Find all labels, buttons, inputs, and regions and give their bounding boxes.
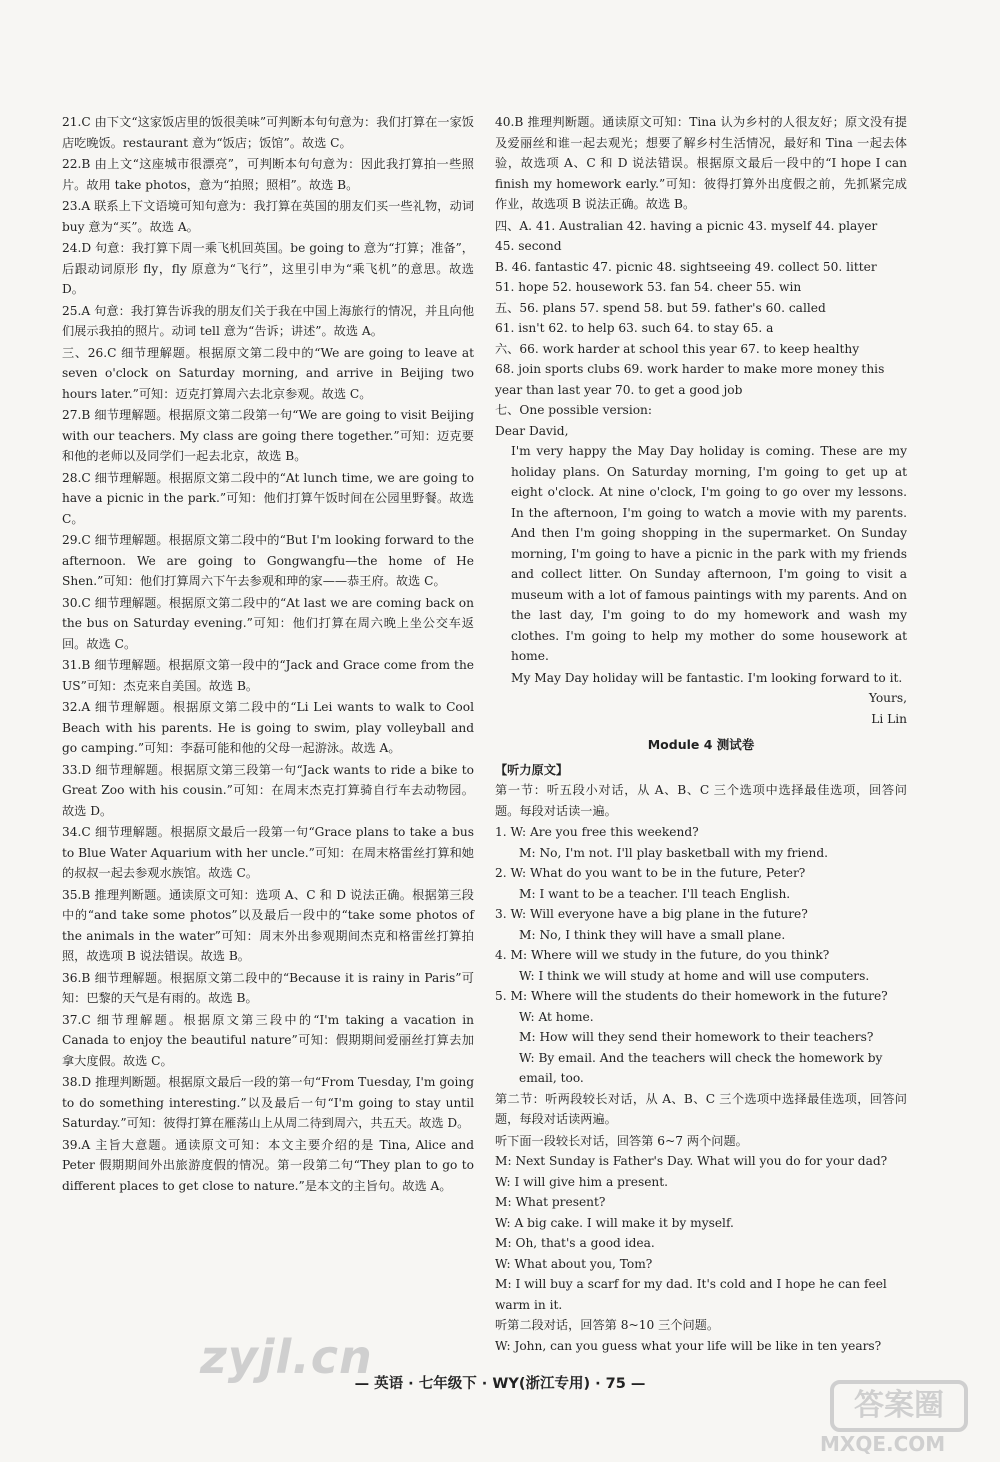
dialogue-line: M: What present? <box>495 1195 606 1209</box>
answer-explanation: 细节理解题。根据原文第二段中的“But I'm looking forward to the afternoon. We are going to Gongwangfu—the home of He Shen.”可知：他们打算周六下午去参观和珅的家——恭王府。故选 C。 <box>62 533 474 588</box>
answer-item <box>62 593 474 655</box>
answer-line: 七、One possible version: <box>495 403 653 417</box>
listening-part2: 第二节：听两段较长对话，从 A、B、C 三个选项中选择最佳选项，回答问题，每段对话读两遍。 <box>495 1091 907 1126</box>
answer-number: 38.D <box>62 1075 92 1089</box>
dialogue-line: M: Oh, that's a good idea. <box>495 1236 655 1250</box>
answer-item <box>62 760 474 822</box>
answer-number: 21.C <box>62 115 91 129</box>
answer-explanation: 细节理解题。根据原文第二段中的“Li Lei wants to walk to Cool Beach with his parents. He is going to swim, play volleyball and go camping.”可知：李磊可能和他的父母一起游泳。故选 A。 <box>62 700 475 755</box>
page-footer: — 英语 · 七年级下 · WY(浙江专用) · 75 — <box>354 1376 646 1392</box>
dialogue-line: W: I will give him a present. <box>495 1174 669 1189</box>
answer-line: 51. hope 52. housework 53. fan 54. cheer 55. win <box>495 280 802 294</box>
answer-explanation: 细节理解题。根据原文第三段第一句“Jack wants to ride a bike to Great Zoo with his cousin.”可知：在周末杰克打算骑自行车去动物园。故选 D。 <box>62 762 475 818</box>
right-column <box>495 112 907 1356</box>
answer-explanation: 句意：我打算告诉我的朋友们关于我在中国上海旅行的情况，并且向他们展示我拍的照片。动词 tell 意为“告诉；讲述”。故选 A。 <box>62 303 475 338</box>
answer-number: 25.A <box>62 303 91 318</box>
second-long-instruction: 听第二段对话，回答第 8~10 三个问题。 <box>495 1318 720 1332</box>
answer-explanation: 细节理解题。根据原文第一段中的“Jack and Grace come from the US”可知：杰克来自美国。故选 B。 <box>62 658 475 693</box>
watermark-zyjl: zyjl.cn <box>200 1330 373 1384</box>
dialogue-line: M: How will they send their homework to their teachers? <box>519 1030 874 1044</box>
dialogue-line: 4. M: Where will we study in the future, do you think? <box>495 948 830 962</box>
answer-item <box>62 530 474 592</box>
answer-explanation: 细节理解题。根据原文第二段中的“At last we are coming back on the bus on Saturday evening.”可知：他们打算在周六晚上坐公交车返回。故选 C。 <box>62 595 474 651</box>
answer-item <box>62 196 474 237</box>
answer-item <box>62 343 474 405</box>
answer-item <box>62 238 474 300</box>
answer-item <box>62 968 474 1009</box>
answer-number: 30.C <box>62 595 91 610</box>
answer-number: 37.C <box>62 1012 91 1027</box>
answer-explanation: 联系上下文语境可知句意为：我打算在英国的朋友们买一些礼物，动词 buy 意为“买”。故选 A。 <box>62 199 475 234</box>
letter <box>495 421 907 730</box>
answer-explanation: 推理判断题。根据原文最后一段的第一句“From Tuesday, I'm going to do something interesting.”以及最后一句“I'm going to stay until Saturday.”可知：彼得打算在雁荡山上从周二待到周六，共五天。故选 D。 <box>62 1075 475 1130</box>
answer-number: 29.C <box>62 533 91 547</box>
dialogue-line: 5. M: Where will the students do their homework in the future? <box>495 989 888 1003</box>
listening-label: 【听力原文】 <box>495 762 569 777</box>
letter-closing: My May Day holiday will be fantastic. I'm looking forward to it. <box>511 670 903 685</box>
answer-number: 39.A <box>62 1137 91 1152</box>
dialogue-line: M: I will buy a scarf for my dad. It's cold and I hope he can feel warm in it. <box>495 1277 887 1312</box>
answer-item <box>62 1010 474 1072</box>
watermark-url: MXQE.COM <box>820 1432 946 1456</box>
answer-explanation: 细节理解题。根据原文第二段中的“We are going to leave at seven o'clock on Saturday morning, and arrive in Beijing two hours later.”可知：迈克打算周六去北京参观。故选 C。 <box>62 345 474 401</box>
answer-explanation: 由下文“这家饭店里的饭很美味”可判断本句句意为：我们打算在一家饭店吃晚饭。restaurant 意为“饭店；饭馆”。故选 C。 <box>62 115 474 150</box>
answer-explanation: 细节理解题。根据原文第二段中的“At lunch time, we are going to have a picnic in the park.”可知：他们打算午饭时间在公园里野餐。故选 C。 <box>62 470 474 526</box>
answer-item <box>62 697 474 759</box>
dialogue-line: M: Next Sunday is Father's Day. What will you do for your dad? <box>495 1154 888 1168</box>
answer-line: 68. join sports clubs 69. work harder to make more money this <box>495 362 885 376</box>
answer-item <box>62 885 474 967</box>
answer-explanation: 推理判断题。通读原文可知：Tina 认为乡村的人很友好；原文没有提及爱丽丝和谁一起去观光；想要了解乡村生活情况，最好和 Tina 一起去体验，故选项 A、C 和 D 说法错误。根据原文最后一段中的“I hope I can finish my homework early.”可知：彼得打算外出度假之前，先抓紧完成作业，故选项 B 说法正确。故选 B。 <box>495 115 907 211</box>
answer-explanation: 细节理解题。根据原文第三段中的“I'm taking a vacation in Canada to enjoy the beautiful nature”可知：假期期间爱丽丝打算去加拿大度假。故选 C。 <box>62 1012 474 1068</box>
answer-line: 六、66. work harder at school this year 67. to keep healthy <box>495 341 860 356</box>
dialogue-line: M: No, I'm not. I'll play basketball with my friend. <box>519 845 828 860</box>
answer-number: 35.B <box>62 887 91 902</box>
answer-line: 五、56. plans 57. spend 58. but 59. father's 60. called <box>495 300 826 315</box>
answer-item <box>62 655 474 696</box>
module-title: Module 4 测试卷 <box>647 737 755 752</box>
answer-line: 61. isn't 62. to help 63. such 64. to stay 65. a <box>495 321 774 335</box>
answer-line: year than last year 70. to get a good job <box>495 382 743 397</box>
answer-line: B. 46. fantastic 47. picnic 48. sightseeing 49. collect 50. litter <box>495 259 877 274</box>
answer-explanation: 主旨大意题。通读原文可知：本文主要介绍的是 Tina, Alice and Peter 假期期间外出旅游度假的情况。第一段第二句“They plan to go to different places to get close to nature.”是本文的主旨句。故选 A。 <box>62 1137 475 1193</box>
dialogue-line: W: By email. And the teachers will check the homework by email, too. <box>519 1050 883 1085</box>
dialogue-line: 1. W: Are you free this weekend? <box>495 825 699 839</box>
answer-number: 24.D <box>62 241 92 255</box>
listening-part1: 第一节：听五段小对话，从 A、B、C 三个选项中选择最佳选项，回答问题。每段对话读一遍。 <box>495 783 907 818</box>
dialogue-line: W: At home. <box>519 1009 594 1024</box>
answer-item <box>62 301 474 342</box>
answer-number: 32.A <box>62 700 91 714</box>
watermark-logo: 答案圈 <box>830 1380 968 1432</box>
dialogue-line: M: I want to be a teacher. I'll teach English. <box>519 886 791 901</box>
answer-line: 45. second <box>495 239 562 253</box>
answer-item <box>62 1072 474 1134</box>
dialogue-line: W: What about you, Tom? <box>495 1256 653 1271</box>
answer-item <box>62 405 474 467</box>
left-column <box>62 112 474 1197</box>
answer-item <box>62 154 474 195</box>
answer-number: 22.B <box>62 157 91 171</box>
dialogue-line: W: A big cake. I will make it by myself. <box>495 1215 734 1230</box>
answer-explanation: 细节理解题。根据原文第二段中的“Because it is rainy in Paris”可知：巴黎的天气是有雨的。故选 B。 <box>62 970 474 1005</box>
answer-item <box>62 1135 474 1197</box>
dialogue-line: W: I think we will study at home and will use computers. <box>519 968 870 983</box>
answer-item <box>62 112 474 153</box>
answer-line: 四、A. 41. Australian 42. having a picnic 43. myself 44. player <box>495 218 878 233</box>
answer-number: 三、26.C <box>62 345 117 360</box>
answer-explanation: 由上文“这座城市很漂亮”，可判断本句句意为：因此我打算拍一些照片。故用 take photos，意为“拍照；照相”。故选 B。 <box>62 157 474 192</box>
answer-number: 23.A <box>62 199 91 213</box>
answer-explanation: 推理判断题。通读原文可知：选项 A、C 和 D 说法正确。根据第三段中的“and take some photos”以及最后一段中的“take some photos of the animals in the water”可知：周末外出参观期间杰克和格雷丝打算拍照，故选项 B 说法错误。故选 B。 <box>62 887 474 963</box>
answer-explanation: 细节理解题。根据原文第二段第一句“We are going to visit Beijing with our teachers. My class are going there together.”可知：迈克要和他的老师以及同学们一起去北京，故选 B。 <box>62 408 474 463</box>
dialogue-line: 2. W: What do you want to be in the future, Peter? <box>495 866 806 880</box>
answer-number: 27.B <box>62 408 91 422</box>
letter-yours: Yours, <box>868 691 907 705</box>
answer-explanation: 句意：我打算下周一乘飞机回英国。be going to 意为“打算；准备”，后跟动词原形 fly，fly 原意为“飞行”，这里引申为“乘飞机”的意思。故选 D。 <box>62 241 474 296</box>
letter-signature: Li Lin <box>871 711 907 726</box>
answer-number: 36.B <box>62 970 91 985</box>
dialogue-line: 3. W: Will everyone have a big plane in the future? <box>495 907 808 921</box>
answer-explanation: 细节理解题。根据原文最后一段第一句“Grace plans to take a bus to Blue Water Aquarium with her uncle.”可知：在周末格雷丝打算和她的叔叔一起去参观水族馆。故选 C。 <box>62 825 474 880</box>
answer-number: 40.B <box>495 115 524 129</box>
answer-number: 33.D <box>62 762 92 777</box>
answer-number: 34.C <box>62 825 91 839</box>
letter-greeting: Dear David, <box>495 423 569 438</box>
answer-item <box>62 822 474 884</box>
answer-item <box>495 112 907 215</box>
answer-number: 28.C <box>62 470 91 485</box>
answer-number: 31.B <box>62 658 91 672</box>
dialogue-line: W: John, can you guess what your life will be like in ten years? <box>495 1338 882 1353</box>
dialogue-line: M: No, I think they will have a small plane. <box>519 927 786 942</box>
answer-item <box>62 468 474 530</box>
first-long-instruction: 听下面一段较长对话，回答第 6~7 两个问题。 <box>495 1133 748 1148</box>
letter-body: I'm very happy the May Day holiday is coming. These are my holiday plans. On Saturday morning, I'm going to get up at eight o'clock. At nine o'clock, I'm going to go over my lessons. In the afternoon, I'm going to watch a movie with my parents. And then I'm going shopping in the supermarket. On Sunday morning, I'm going to have a picnic in the park with my friends and collect litter. On Sunday afternoon, I'm going to visit a museum with a lot of famous paintings with my parents. And on the last day, I'm going to do my homework and wash my clothes. I'm going to help my mother do some housework at home. <box>511 444 907 663</box>
